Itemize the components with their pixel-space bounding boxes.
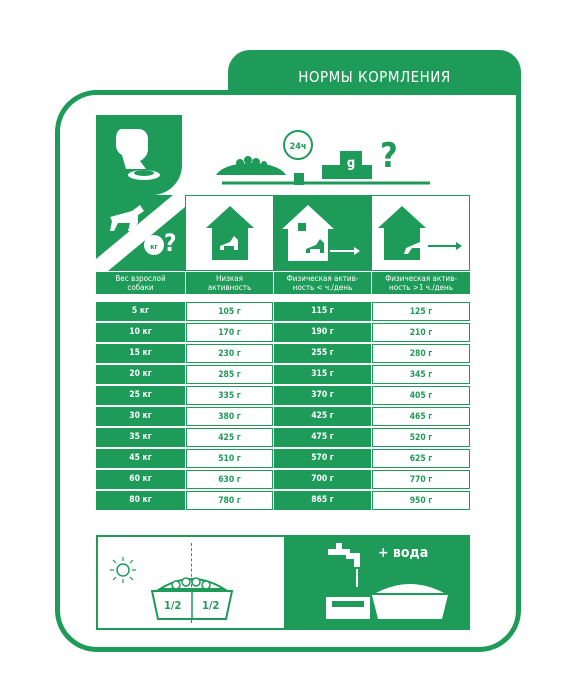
house-dog-run-icon: [372, 196, 471, 272]
table-row: [96, 323, 470, 342]
col-mid-label: Физическая актив-ность < ч./день: [274, 272, 371, 294]
page-title: НОРМЫ КОРМЛЕНИЯ: [298, 68, 451, 86]
table-row: [96, 428, 470, 447]
high-activity-cell: 405 г: [372, 386, 470, 405]
weight-label: кг: [150, 243, 158, 251]
water-label: + вода: [378, 545, 429, 561]
low-activity-cell: 230 г: [186, 344, 273, 363]
mid-activity-cell: 190 г: [274, 323, 371, 342]
mid-activity-cell: 570 г: [274, 449, 371, 468]
weight-cell: 45 кг: [96, 449, 185, 468]
low-activity-cell: 170 г: [186, 323, 273, 342]
mid-activity-cell: 865 г: [274, 491, 371, 510]
mid-activity-cell: 700 г: [274, 470, 371, 489]
head-icon-cell: [96, 115, 182, 195]
low-activity-cell: 510 г: [186, 449, 273, 468]
weight-cell: 60 кг: [96, 470, 185, 489]
half-right-label: 1/2: [202, 599, 220, 612]
low-activity-cell: 425 г: [186, 428, 273, 447]
high-activity-header-cell: [371, 195, 470, 271]
mid-activity-cell: 255 г: [274, 344, 371, 363]
house-dog-walk-icon: [274, 195, 371, 271]
weight-cell: 35 кг: [96, 428, 185, 447]
col-high-label: Физическая актив-ность >1 ч./день: [372, 272, 470, 294]
dog-head-bowl-icon: [96, 115, 182, 195]
weight-cell: 25 кг: [96, 386, 185, 405]
col-weight-label: Вес взрослой собаки: [96, 272, 185, 294]
weight-cell: 5 кг: [96, 302, 185, 321]
high-activity-cell: 280 г: [372, 344, 470, 363]
table-row: [96, 386, 470, 405]
table-row: [96, 470, 470, 489]
weight-header-cell: [96, 195, 185, 271]
question-icon: ?: [380, 136, 398, 176]
mid-activity-cell: 115 г: [274, 302, 371, 321]
high-activity-cell: 345 г: [372, 365, 470, 384]
weight-cell: 80 кг: [96, 491, 185, 510]
table-row: [96, 302, 470, 321]
table-row: [96, 407, 470, 426]
low-activity-cell: 335 г: [186, 386, 273, 405]
high-activity-cell: 770 г: [372, 470, 470, 489]
title-tab: [228, 50, 521, 94]
low-activity-cell: 105 г: [186, 302, 273, 321]
mid-activity-cell: 425 г: [274, 407, 371, 426]
house-dog-icon: [186, 196, 275, 272]
scale-clock-icon: [182, 115, 470, 195]
low-activity-cell: 780 г: [186, 491, 273, 510]
half-left-label: 1/2: [164, 599, 182, 612]
mid-activity-cell: 315 г: [274, 365, 371, 384]
bowl-icon: [146, 573, 238, 625]
mid-activity-header-cell: [274, 195, 371, 271]
svg-text:g: g: [346, 156, 356, 171]
head-scale-cell: [182, 115, 470, 195]
high-activity-cell: 125 г: [372, 302, 470, 321]
low-activity-cell: 380 г: [186, 407, 273, 426]
table-row: [96, 449, 470, 468]
weight-cell: 10 кг: [96, 323, 185, 342]
low-activity-cell: 630 г: [186, 470, 273, 489]
table-row: [96, 344, 470, 363]
table-row: [96, 365, 470, 384]
weight-cell: 30 кг: [96, 407, 185, 426]
high-activity-cell: 210 г: [372, 323, 470, 342]
day-night-split-panel: [96, 535, 286, 630]
dog-weight-icon: [96, 195, 185, 271]
table-row: [96, 491, 470, 510]
high-activity-cell: 465 г: [372, 407, 470, 426]
high-activity-cell: 625 г: [372, 449, 470, 468]
clock-label: 24ч: [289, 142, 307, 152]
high-activity-cell: 950 г: [372, 491, 470, 510]
moon-icon: [262, 563, 278, 583]
mid-activity-cell: 370 г: [274, 386, 371, 405]
svg-text:?: ?: [164, 229, 177, 257]
mid-activity-cell: 475 г: [274, 428, 371, 447]
low-activity-header-cell: [185, 195, 274, 271]
weight-cell: 20 кг: [96, 365, 185, 384]
sun-icon: [108, 555, 138, 585]
col-low-label: Низкая активность: [186, 272, 273, 294]
weight-cell: 15 кг: [96, 344, 185, 363]
high-activity-cell: 520 г: [372, 428, 470, 447]
low-activity-cell: 285 г: [186, 365, 273, 384]
water-panel: [286, 535, 470, 630]
